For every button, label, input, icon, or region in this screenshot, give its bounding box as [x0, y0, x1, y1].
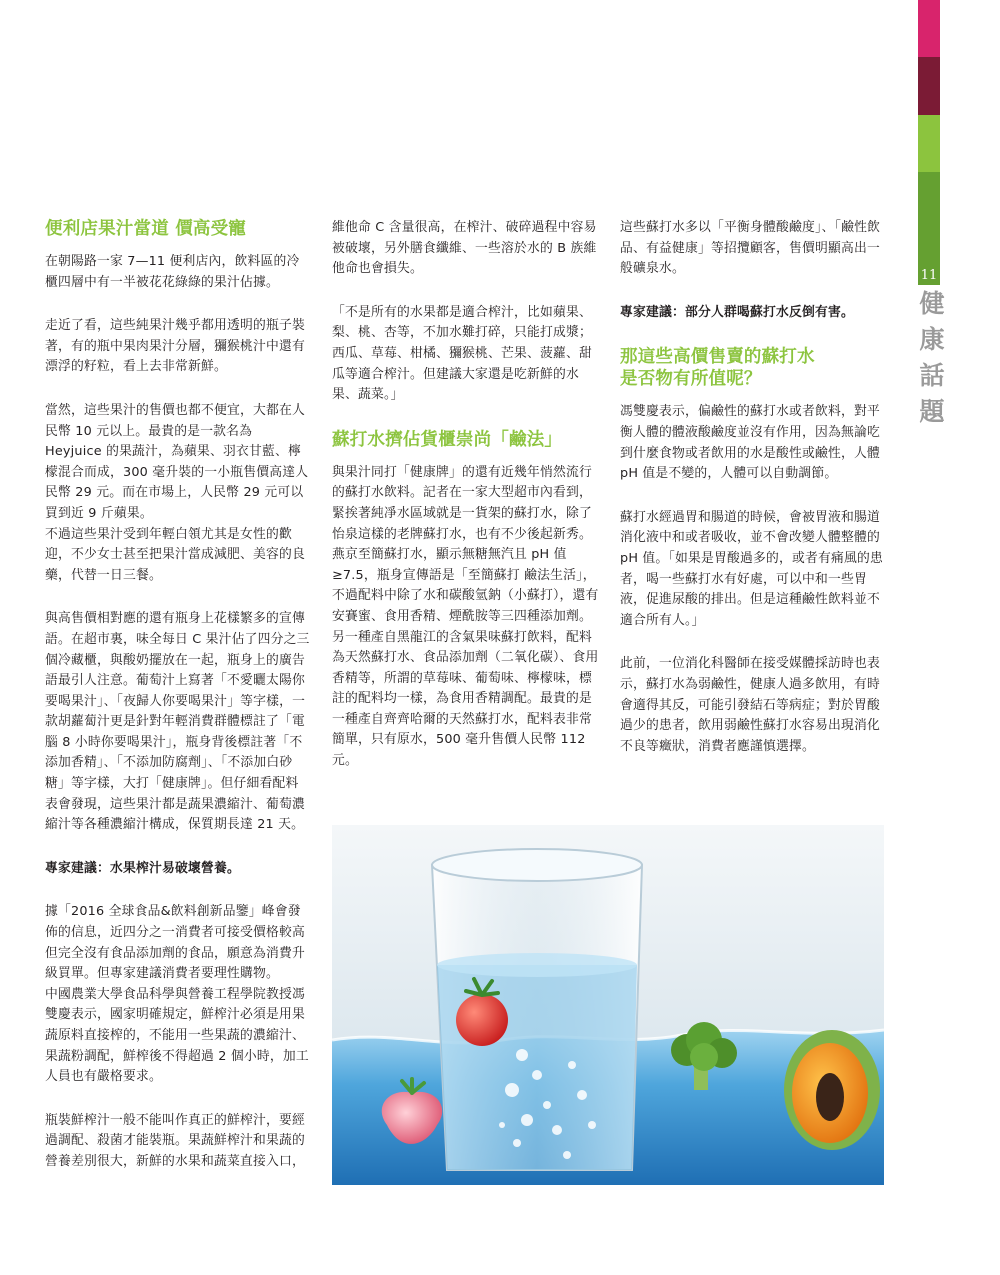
paragraph: 瓶裝鮮榨汁一般不能叫作真正的鮮榨汁，要經過調配、殺菌才能裝瓶。果蔬鮮榨汁和果蔬的營養差別很大，新鮮的水果和蔬菜直接入口，	[45, 1112, 305, 1169]
paragraph: 不過這些果汁受到年輕白領尤其是女性的歡迎，不少女士甚至把果汁當成減肥、美容的良藥，代替一日三餐。	[45, 526, 305, 583]
color-block-pink	[918, 0, 940, 57]
article-column-1	[45, 218, 310, 1173]
section-title-char: 健	[919, 289, 945, 318]
section-title-char: 話	[919, 361, 945, 390]
color-block-green	[918, 172, 940, 269]
paragraph: 走近了看，這些純果汁幾乎都用透明的瓶子裝著，有的瓶中果肉果汁分層，獼猴桃汁中還有漂浮的籽粒，看上去非常新鮮。	[45, 318, 305, 375]
expert-advice-juice: 專家建議：水果榨汁易破壞營養。	[45, 860, 240, 876]
paragraph: 這些蘇打水多以「平衡身體酸鹼度」、「鹼性飲品、有益健康」等招攬顧客，售價明顯高出一般礦泉水。	[620, 220, 881, 277]
color-block-light-green	[918, 115, 940, 172]
paragraph: 維他命 C 含量很高，在榨汁、破碎過程中容易被破壞，另外膳食纖維、一些溶於水的 B 族維他命也會損失。	[332, 220, 597, 277]
section-title-char: 題	[919, 397, 945, 426]
paragraph: 此前，一位消化科醫師在接受媒體採訪時也表示，蘇打水為弱鹼性，健康人過多飲用，有時會適得其反，可能引發結石等病症；對於胃酸過少的患者，飲用弱鹼性蘇打水容易出現消化不良等癥狀，消費者應謹慎選擇。	[620, 656, 880, 754]
article-column-2	[332, 218, 600, 772]
expert-advice-soda: 專家建議：部分人群喝蘇打水反倒有害。	[620, 304, 854, 320]
article-column-3	[620, 218, 888, 780]
paragraph: 當然，這些果汁的售價也都不便宜，大都在人民幣 10 元以上。最貴的是一款名為 Heyjuice 的果蔬汁，為蘋果、羽衣甘藍、檸檬混合而成，300 毫升裝的一小瓶售價高達人民幣 29 元。而在市場上，人民幣 29 元可以買到近 9 斤蘋果。	[45, 402, 309, 521]
page-number: 11	[918, 268, 940, 285]
subheading-line: 是否物有所值呢？	[620, 369, 762, 390]
paragraph: 與高售價相對應的還有瓶身上花樣繁多的宣傳語。在超市裏，味全每日 C 果汁佔了四分之三個冷藏櫃，與酸奶擺放在一起，瓶身上的廣告語最引人注意。葡萄汁上寫著「不愛曬太陽你要喝果汁」、「夜歸人你要喝果汁」等字樣，一款胡蘿蔔汁更是針對年輕消費群體標註了「電腦 8 小時你要喝果汁」，瓶身背後標註著「不添加香精」、「不添加防腐劑」、「不添加白砂糖」等字樣，大打「健康牌」。但仔細看配料表會發現，這些果汁都是蔬果濃縮汁、葡萄濃縮汁等各種濃縮汁構成，保質期長達 21 天。	[45, 611, 310, 833]
subheading-convenience-store-juice: 便利店果汁當道 價高受寵	[45, 219, 246, 239]
section-title	[919, 286, 945, 430]
paragraph: 據「2016 全球食品&飲料創新品鑒」峰會發佈的信息，近四分之一消費者可接受價格較高但完全沒有食品添加劑的食品，願意為消費升級買單。但專家建議消費者要理性購物。	[45, 904, 305, 982]
section-color-bar	[918, 0, 940, 1275]
glass-water-fruit-photo	[332, 825, 884, 1185]
paragraph: 在朝陽路一家 7—11 便利店內，飲料區的冷櫃四層中有一半被花花綠綠的果汁佔據。	[45, 254, 300, 290]
subheading-worth-it	[620, 346, 888, 390]
paragraph: 中國農業大學食品科學與營養工程學院教授馮雙慶表示，國家明確規定，鮮榨汁必須是用果蔬原料直接榨的，不能用一些果蔬的濃縮汁、果蔬粉調配，鮮榨後不得超過 2 個小時，加工人員也有嚴格要求。	[45, 986, 309, 1085]
paragraph: 蘇打水經過胃和腸道的時候，會被胃液和腸道消化液中和或者吸收，並不會改變人體整體的 pH 值。「如果是胃酸過多的，或者有痛風的患者，喝一些蘇打水有好處，可以中和一些胃液，促進尿酸的排出。但是這種鹼性飲料並不適合所有人。」	[620, 509, 883, 628]
glass-water-fruit-icon	[332, 825, 884, 1185]
subheading-line: 那這些高價售賣的蘇打水	[620, 347, 815, 368]
subheading-soda-water: 蘇打水擠佔貨櫃崇尚「鹼法」	[332, 429, 563, 450]
quote-paragraph: 「不是所有的水果都是適合榨汁，比如蘋果、梨、桃、杏等，不加水難打碎，只能打成漿；西瓜、草莓、柑橘、獼猴桃、芒果、菠蘿、甜瓜等適合榨汁。但建議大家還是吃新鮮的水果、蔬菜。」	[332, 304, 592, 403]
color-block-maroon	[918, 57, 940, 115]
paragraph: 馮雙慶表示，偏鹼性的蘇打水或者飲料，對平衡人體的體液酸鹼度並沒有作用，因為無論吃到什麼食物或者飲用的水是酸性或鹼性，人體 pH 值是不變的，人體可以自動調節。	[620, 404, 880, 482]
paragraph: 與果汁同打「健康牌」的還有近幾年悄然流行的蘇打水飲料。記者在一家大型超市內看到，緊挨著純凈水區域就是一貨架的蘇打水，除了怡泉這樣的老牌蘇打水，也有不少後起新秀。燕京至簡蘇打水，顯示無糖無汽且 pH 值≥7.5，瓶身宣傳語是「至簡蘇打 鹼法生活」，不過配料中除了水和碳酸氫鈉（小蘇打），還有安賽蜜、食用香精、煙酰胺等三四種添加劑。另一種產自黑龍江的含氣果味蘇打飲料，配料為天然蘇打水、食品添加劑（二氧化碳）、食用香精等，所謂的草莓味、葡萄味、檸檬味，標註的配料均一樣，為食用香精調配。最貴的是一種產自齊齊哈爾的天然蘇打水，配料表非常簡單，只有原水，500 毫升售價人民幣 112 元。	[332, 464, 599, 769]
section-title-char: 康	[919, 325, 945, 354]
